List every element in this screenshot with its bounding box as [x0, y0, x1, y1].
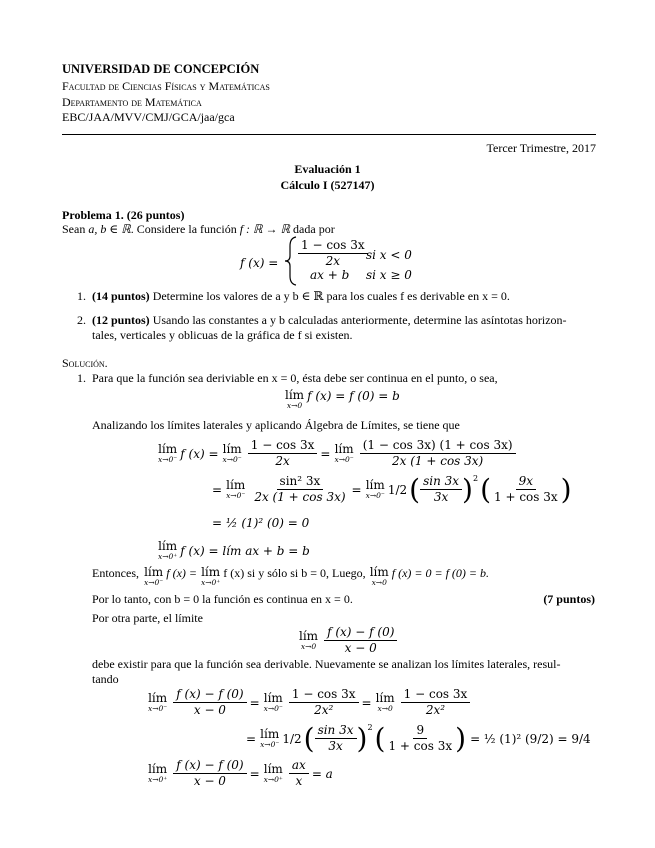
lim-word: lím: [263, 691, 283, 705]
limit-row-3: = ½ (1)² (0) = 0: [212, 516, 310, 530]
solution-item1-number: 1.: [77, 371, 86, 385]
deriv-num: f (x) − f (0): [324, 625, 397, 641]
lim-sub: x→0⁻: [334, 455, 354, 464]
limit-operator: [223, 443, 242, 464]
lim-sub: x→0⁻: [263, 704, 283, 713]
d1-num-a: f (x) − f (0): [173, 687, 246, 703]
then-d: f (x) = 0 = f (0) = b.: [391, 566, 490, 580]
limit-operator: [334, 443, 353, 464]
d3-result: = a: [311, 766, 333, 781]
lim-sub: x→0⁺: [148, 775, 168, 784]
problem-statement: [62, 222, 335, 237]
row4-rhs: f (x) = lím ax + b = b: [180, 543, 310, 558]
solution-heading: Solución.: [62, 356, 108, 370]
lim-word: lím: [226, 478, 246, 492]
department-name: Departamento de Matemática: [62, 95, 202, 109]
case2-expression: ax + b: [310, 268, 350, 282]
row2-9x-den: 1 + cos 3x: [494, 490, 558, 504]
then-b: f (x) =: [166, 566, 197, 580]
d2-9-num: 9: [413, 723, 427, 739]
solution-item1-text: Para que la función sea deriviable en x = 0, ésta debe ser continua en el punto, o sea,: [92, 371, 498, 385]
row1-fraction-b: [360, 438, 516, 469]
row2-sin-num: sin 3x: [420, 474, 462, 490]
derivative-row-1: lím x→0⁻ $\frac{f (x) - f (0)}{x - 0}$ = lím x→0⁻ $\frac{1 - \cos 3x}{\text{2x²}}$ = lím x→0 $\frac{1 - \cos 3x}{\text{2x²}}$: [148, 687, 473, 718]
problem-heading: Problema 1. (26 puntos): [62, 208, 185, 222]
piecewise-brace: [284, 236, 298, 286]
lim-sub: x→0⁺: [158, 552, 178, 561]
lim-word: lím: [148, 762, 168, 776]
lim-word: lím: [365, 478, 385, 492]
derivative-row-2: = lím x→0⁻ 1/2 ( $\frac{\sin 3x}{3x}$ ) $^2$ ( $\frac{9}{1 + \cos 3x}$ ) = ½ (1)² (9/2) = 9/4: [246, 721, 591, 755]
limit-operator: [226, 479, 245, 500]
author-codes: EBC/JAA/MVV/CMJ/GCA/jaa/gca: [62, 110, 235, 124]
must-text-cont: tando: [92, 672, 119, 686]
d1-den-b: 2x²: [314, 703, 334, 717]
row2-den-a: 2x (1 + cos 3x): [254, 490, 346, 504]
case1-condition: si x < 0: [366, 248, 412, 262]
d1-fraction-c: [401, 687, 471, 718]
item1-text: Determine los valores de a y b ∈ ℝ para los cuales f es derivable en x = 0.: [149, 289, 510, 303]
lim-word: lím: [148, 691, 168, 705]
item2: [92, 313, 567, 328]
limit-operator: [144, 566, 163, 587]
d2-half: 1/2: [282, 731, 302, 746]
item1-number: 1.: [77, 289, 86, 303]
row1-num-a: 1 − cos 3x: [248, 438, 318, 454]
then-a: Entonces,: [92, 566, 139, 580]
d2-fraction-sin: [315, 723, 357, 754]
then-c: f (x) si y sólo si b = 0, Luego,: [223, 566, 366, 580]
d2-sin-num: sin 3x: [315, 723, 357, 739]
limit-operator: [264, 692, 283, 713]
row1-lhs: f (x) =: [180, 446, 219, 461]
lim-word: lím: [260, 727, 280, 741]
lim-word: lím: [222, 442, 242, 456]
limit-operator: [299, 630, 318, 651]
limit-operator: [366, 479, 385, 500]
limit-operator: [376, 692, 395, 713]
d3-num-a: f (x) − f (0): [173, 758, 246, 774]
d3-den-b: x: [295, 774, 303, 788]
derivative-row-3: lím x→0⁺ $\frac{f (x) - f (0)}{x - 0}$ = lím x→0⁺ $\frac{ax}{x}$ = a: [148, 758, 333, 788]
lim-sub: x→0⁻: [148, 704, 168, 713]
lim-sub: x→0⁻: [365, 491, 385, 500]
row1-den-a: 2x: [275, 454, 290, 468]
lim-sub: x→0⁻: [260, 740, 280, 749]
row2-fraction-a: [251, 474, 348, 505]
lim-sub: x→0⁻: [226, 491, 246, 500]
row2-sin-den: 3x: [433, 490, 449, 504]
d1-num-c: 1 − cos 3x: [401, 687, 471, 703]
lim-sub: x→0⁺: [263, 775, 283, 784]
lim-sub: x→0: [371, 578, 387, 587]
limit-row-4: [158, 540, 310, 561]
item2-text-cont: tales, verticales y oblicuas de la gráfica de f si existen.: [92, 328, 353, 342]
therefore-points: (7 puntos): [543, 592, 595, 606]
row2-num-a: sin² 3x: [277, 474, 324, 490]
lim-sub: x→0: [286, 401, 303, 410]
limit-operator: [260, 728, 279, 749]
d2-fraction-9: [385, 723, 455, 754]
row2-half: 1/2: [387, 482, 408, 497]
d1-den-a: x − 0: [193, 703, 226, 717]
then-sentence: [92, 566, 489, 587]
item2-points: (12 puntos): [92, 313, 150, 327]
statement-part: dada por: [290, 222, 335, 236]
limit-operator: [148, 763, 167, 784]
d1-den-c: 2x²: [425, 703, 446, 717]
d3-fraction-a: [173, 758, 246, 789]
limit-operator: [201, 566, 220, 587]
derivative-fraction: [324, 625, 397, 656]
header-rule: [62, 134, 596, 135]
derivative-limit: [299, 625, 400, 656]
row1-fraction-a: [248, 438, 318, 469]
case1-denominator: 2x: [325, 254, 341, 268]
d3-den-a: x − 0: [193, 774, 226, 788]
row2-9x-num: 9x: [516, 474, 536, 490]
statement-func: f : ℝ → ℝ: [239, 222, 291, 236]
lim-word: lím: [334, 442, 354, 456]
item2-number: 2.: [77, 313, 86, 327]
lim-sub: x→0: [377, 704, 393, 713]
lim-sub: x→0⁺: [201, 578, 221, 587]
lim-word: lím: [369, 565, 389, 579]
deriv-den: x − 0: [344, 641, 377, 655]
exam-title: Evaluación 1: [294, 162, 361, 176]
lim-sub: x→0⁻: [158, 455, 178, 464]
statement-vars: a, b ∈ ℝ: [88, 222, 131, 236]
d1-num-b: 1 − cos 3x: [289, 687, 359, 703]
item2-text: Usando las constantes a y b calculadas anteriormente, determine las asíntotas horizon-: [149, 313, 567, 327]
limit-operator: [285, 389, 304, 410]
lim-sub: x→0: [300, 642, 317, 651]
faculty-name: Facultad de Ciencias Físicas y Matemáticas: [62, 79, 270, 93]
course-title: Cálculo I (527147): [280, 178, 375, 192]
lim-word: lím: [375, 691, 395, 705]
d2-result: = ½ (1)² (9/2) = 9/4: [470, 731, 591, 746]
case1-fraction: [298, 238, 368, 269]
limit-operator: [148, 692, 167, 713]
d2-9-den: 1 + cos 3x: [388, 739, 453, 753]
lim-word: lím: [299, 629, 319, 643]
lim-word: lím: [285, 388, 305, 402]
statement-part: Sean: [62, 222, 89, 236]
lim-sub: x→0⁻: [144, 578, 164, 587]
item1: [92, 289, 510, 304]
lim-word: lím: [158, 442, 178, 456]
lim-word: lím: [158, 539, 178, 553]
continuity-equation: [285, 389, 400, 410]
therefore-text: Por lo tanto, con b = 0 la función es continua en x = 0.: [92, 592, 353, 606]
lim-word: lím: [263, 762, 283, 776]
limit-row-2: = lím x→0⁻ $\frac{\text{sin² 3x}}{2x (1 + \cos 3x)}$ = lím x→0⁻ 1/2 ( $\frac{\sin 3x}{3x}$ ) $^2$ ( $\frac{9x}{1 + \cos 3x}$ ): [212, 472, 572, 506]
statement-part: . Considere la función: [130, 222, 240, 236]
d3-num-b: ax: [289, 758, 309, 774]
limit-operator: [158, 443, 177, 464]
limit-row-1: lím x→0⁻ f (x) = lím x→0⁻ $\frac{1 - \cos 3x}{2x}$ = lím x→0⁻ $\frac{(1 - \cos 3x) (1 + \cos 3x)}{2x (1 + \cos 3x)}$: [158, 438, 519, 469]
d2-sin-den: 3x: [328, 739, 343, 753]
d1-fraction-a: [173, 687, 246, 718]
term-label: Tercer Trimestre, 2017: [486, 141, 596, 155]
item1-points: (14 puntos): [92, 289, 150, 303]
continuity-rhs: f (x) = f (0) = b: [307, 389, 400, 403]
lim-sub: x→0⁻: [222, 455, 242, 464]
row2-fraction-9x: [491, 474, 561, 505]
row1-num-b: (1 − cos 3x) (1 + cos 3x): [360, 438, 516, 454]
d1-fraction-b: [289, 687, 359, 718]
case2-condition: si x ≥ 0: [366, 268, 412, 282]
limit-operator: [158, 540, 177, 561]
lim-word: lím: [144, 565, 164, 579]
piecewise-lhs: f (x) =: [240, 256, 279, 270]
limit-operator: [264, 763, 283, 784]
case1-numerator: 1 − cos 3x: [298, 238, 368, 254]
analyze-text: Analizando los límites laterales y aplicando Álgebra de Límites, se tiene que: [92, 418, 460, 432]
row1-den-b: 2x (1 + cos 3x): [392, 454, 484, 468]
limit-operator: [370, 566, 389, 587]
row2-fraction-sin: [420, 474, 462, 505]
must-text: debe existir para que la función sea derivable. Nuevamente se analizan los límites laterales, resul-: [92, 657, 561, 671]
lim-word: lím: [201, 565, 221, 579]
d3-fraction-b: [289, 758, 309, 789]
other-text: Por otra parte, el límite: [92, 611, 203, 625]
university-name: UNIVERSIDAD DE CONCEPCIÓN: [62, 62, 260, 76]
